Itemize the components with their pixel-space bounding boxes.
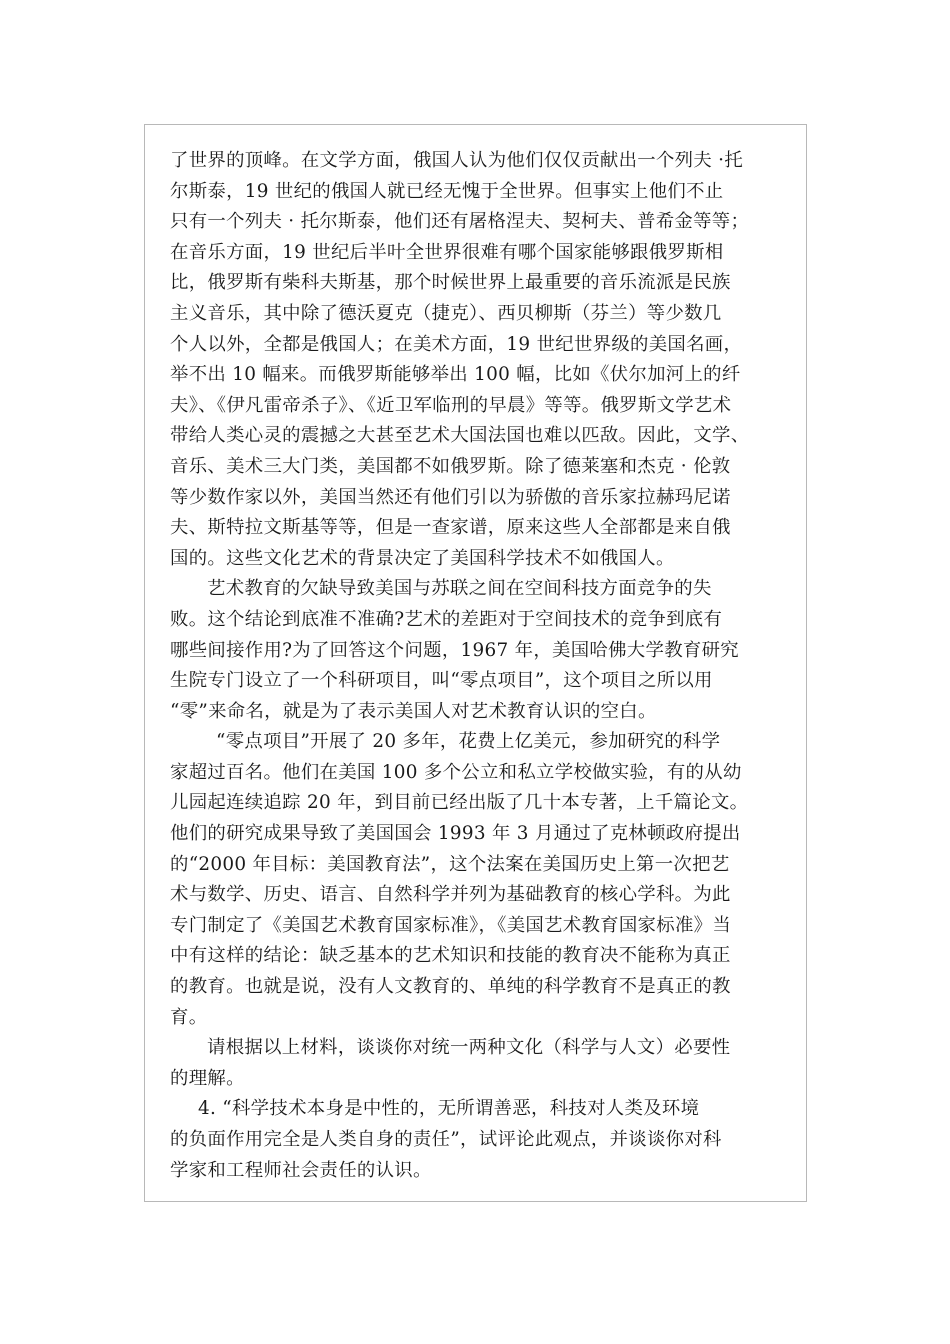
text-line: 家超过百名。他们在美国 100 多个公立和私立学校做实验，有的从幼 — [170, 761, 742, 783]
text-line: 专门制定了《美国艺术教育国家标准》，《美国艺术教育国家标准》当 — [170, 914, 732, 936]
text-line: 他们的研究成果导致了美国国会 1993 年 3 月通过了克林顿政府提出 — [170, 823, 741, 845]
text-line: 败。这个结论到底准不准确?艺术的差距对于空间技术的竞争到底有 — [170, 608, 723, 630]
text-line: “零”来命名，就是为了表示美国人对艺术教育认识的空白。 — [170, 700, 657, 722]
text-line: 尔斯泰，19 世纪的俄国人就已经无愧于全世界。但事实上他们不止 — [170, 180, 724, 202]
text-line: 举不出 10 幅来。而俄罗斯能够举出 100 幅，比如《伏尔加河上的纤 — [170, 364, 741, 386]
text-line: 的理解。 — [170, 1067, 245, 1089]
text-line: 育。 — [170, 1006, 208, 1028]
text-line: “零点项目”开展了 20 多年，花费上亿美元，参加研究的科学 — [216, 731, 721, 753]
text-line: 哪些间接作用?为了回答这个问题，1967 年，美国哈佛大学教育研究 — [170, 639, 739, 661]
text-line: 请根据以上材料，谈谈你对统一两种文化（科学与人文）必要性 — [207, 1037, 731, 1059]
text-line: 主义音乐，其中除了德沃夏克（捷克）、西贝柳斯（芬兰）等少数几 — [170, 302, 722, 324]
text-line: 艺术教育的欠缺导致美国与苏联之间在空间科技方面竞争的失 — [207, 578, 712, 600]
document-body — [170, 146, 760, 1186]
text-line: 只有一个列夫 · 托尔斯泰，他们还有屠格涅夫、契柯夫、普希金等等； — [170, 211, 750, 233]
text-line: 在音乐方面，19 世纪后半叶全世界很难有哪个国家能够跟俄罗斯相 — [170, 241, 724, 263]
text-line: 比，俄罗斯有柴科夫斯基，那个时候世界上最重要的音乐流派是民族 — [170, 272, 731, 294]
text-line: 国的。这些文化艺术的背景决定了美国科学技术不如俄国人。 — [170, 547, 675, 569]
text-line: 儿园起连续追踪 20 年，到目前已经出版了几十本专著，上千篇论文。 — [170, 792, 749, 814]
text-line: 等少数作家以外，美国当然还有他们引以为骄傲的音乐家拉赫玛尼诺 — [170, 486, 731, 508]
text-line: 个人以外，全都是俄国人；在美术方面，19 世纪世界级的美国名画， — [170, 333, 743, 355]
text-line: 术与数学、历史、语言、自然科学并列为基础教育的核心学科。为此 — [170, 884, 731, 906]
text-line: 了世界的顶峰。在文学方面，俄国人认为他们仅仅贡献出一个列夫 ·托 — [170, 150, 744, 171]
text-line: 的教育。也就是说，没有人文教育的、单纯的科学教育不是真正的教 — [170, 976, 731, 998]
text-line: 的“2000 年目标：美国教育法”，这个法案在美国历史上第一次把艺 — [170, 853, 730, 875]
text-line: 带给人类心灵的震撼之大甚至艺术大国法国也难以匹敌。因此，文学、 — [170, 425, 750, 447]
text-line: 的负面作用完全是人类自身的责任”，试评论此观点，并谈谈你对科 — [170, 1129, 722, 1150]
text-line: 4. “科学技术本身是中性的，无所谓善恶，科技对人类及环境 — [198, 1098, 700, 1120]
text-line: 夫、斯特拉文斯基等等，但是一查家谱，原来这些人全部都是来自俄 — [170, 517, 731, 539]
text-line: 学家和工程师社会责任的认识。 — [170, 1159, 432, 1181]
text-line: 生院专门设立了一个科研项目，叫“零点项目”，这个项目之所以用 — [170, 670, 713, 692]
text-line: 中有这样的结论：缺乏基本的艺术知识和技能的教育决不能称为真正 — [170, 945, 731, 967]
text-line: 音乐、美术三大门类，美国都不如俄罗斯。除了德莱塞和杰克 · 伦敦 — [170, 455, 731, 477]
text-line: 夫》、《伊凡雷帝杀子》、《近卫军临刑的早晨》等等。俄罗斯文学艺术 — [170, 394, 732, 416]
